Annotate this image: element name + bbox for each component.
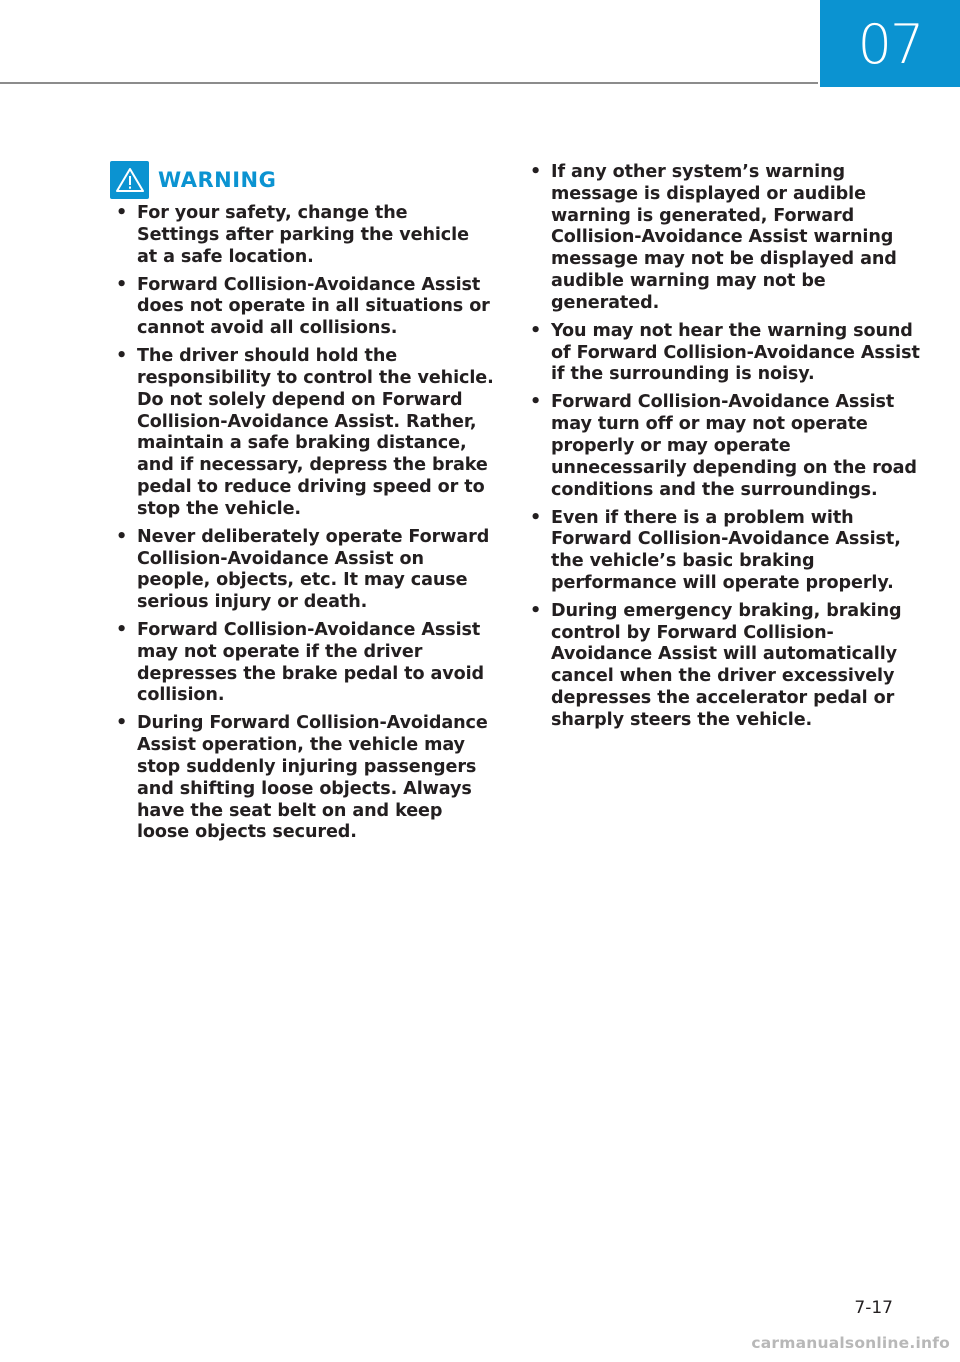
page-number: 7-17 — [854, 1298, 893, 1318]
list-item: • Forward Collision-Avoidance Assist may not operate if the driver depresses the brake pedal to avoid collision. — [116, 620, 494, 707]
list-item: • You may not hear the warning sound of Forward Collision-Avoidance Assist if the surrounding is noisy. — [530, 321, 930, 386]
warning-list-right — [530, 162, 930, 738]
header-rule — [0, 82, 818, 84]
chapter-tab — [820, 0, 960, 87]
watermark: carmanualsonline.info — [751, 1334, 950, 1352]
warning-title: WARNING — [158, 168, 277, 192]
list-item: • During emergency braking, braking control by Forward Collision-Avoidance Assist will automatically cancel when the driver excessively depresses the accelerator pedal or sharply steers the vehicle. — [530, 601, 930, 732]
chapter-number: 07 — [857, 13, 923, 76]
list-item: • Forward Collision-Avoidance Assist does not operate in all situations or cannot avoid all collisions. — [116, 275, 494, 340]
warning-list-left — [116, 203, 494, 850]
list-item: • Never deliberately operate Forward Collision-Avoidance Assist on people, objects, etc. It may cause serious injury or death. — [116, 527, 494, 614]
list-item: • Forward Collision-Avoidance Assist may turn off or may not operate properly or may operate unnecessarily depending on the road conditions and the surroundings. — [530, 392, 930, 501]
warning-triangle-icon — [110, 161, 149, 199]
list-item: • The driver should hold the responsibility to control the vehicle. Do not solely depend on Forward Collision-Avoidance Assist. Rather, maintain a safe braking distance, and if necessary, depress the brake pedal to reduce driving speed or to stop the vehicle. — [116, 346, 494, 520]
list-item: • During Forward Collision-Avoidance Assist operation, the vehicle may stop suddenly injuring passengers and shifting loose objects. Always have the seat belt on and keep loose objects secured. — [116, 713, 494, 844]
warning-header — [110, 160, 276, 200]
list-item: • For your safety, change the Settings after parking the vehicle at a safe location. — [116, 203, 494, 268]
list-item: • If any other system’s warning message is displayed or audible warning is generated, Forward Collision-Avoidance Assist warning message may not be displayed and audible warning may not be generated. — [530, 162, 930, 315]
list-item: • Even if there is a problem with Forward Collision-Avoidance Assist, the vehicle’s basic braking performance will operate properly. — [530, 508, 930, 595]
